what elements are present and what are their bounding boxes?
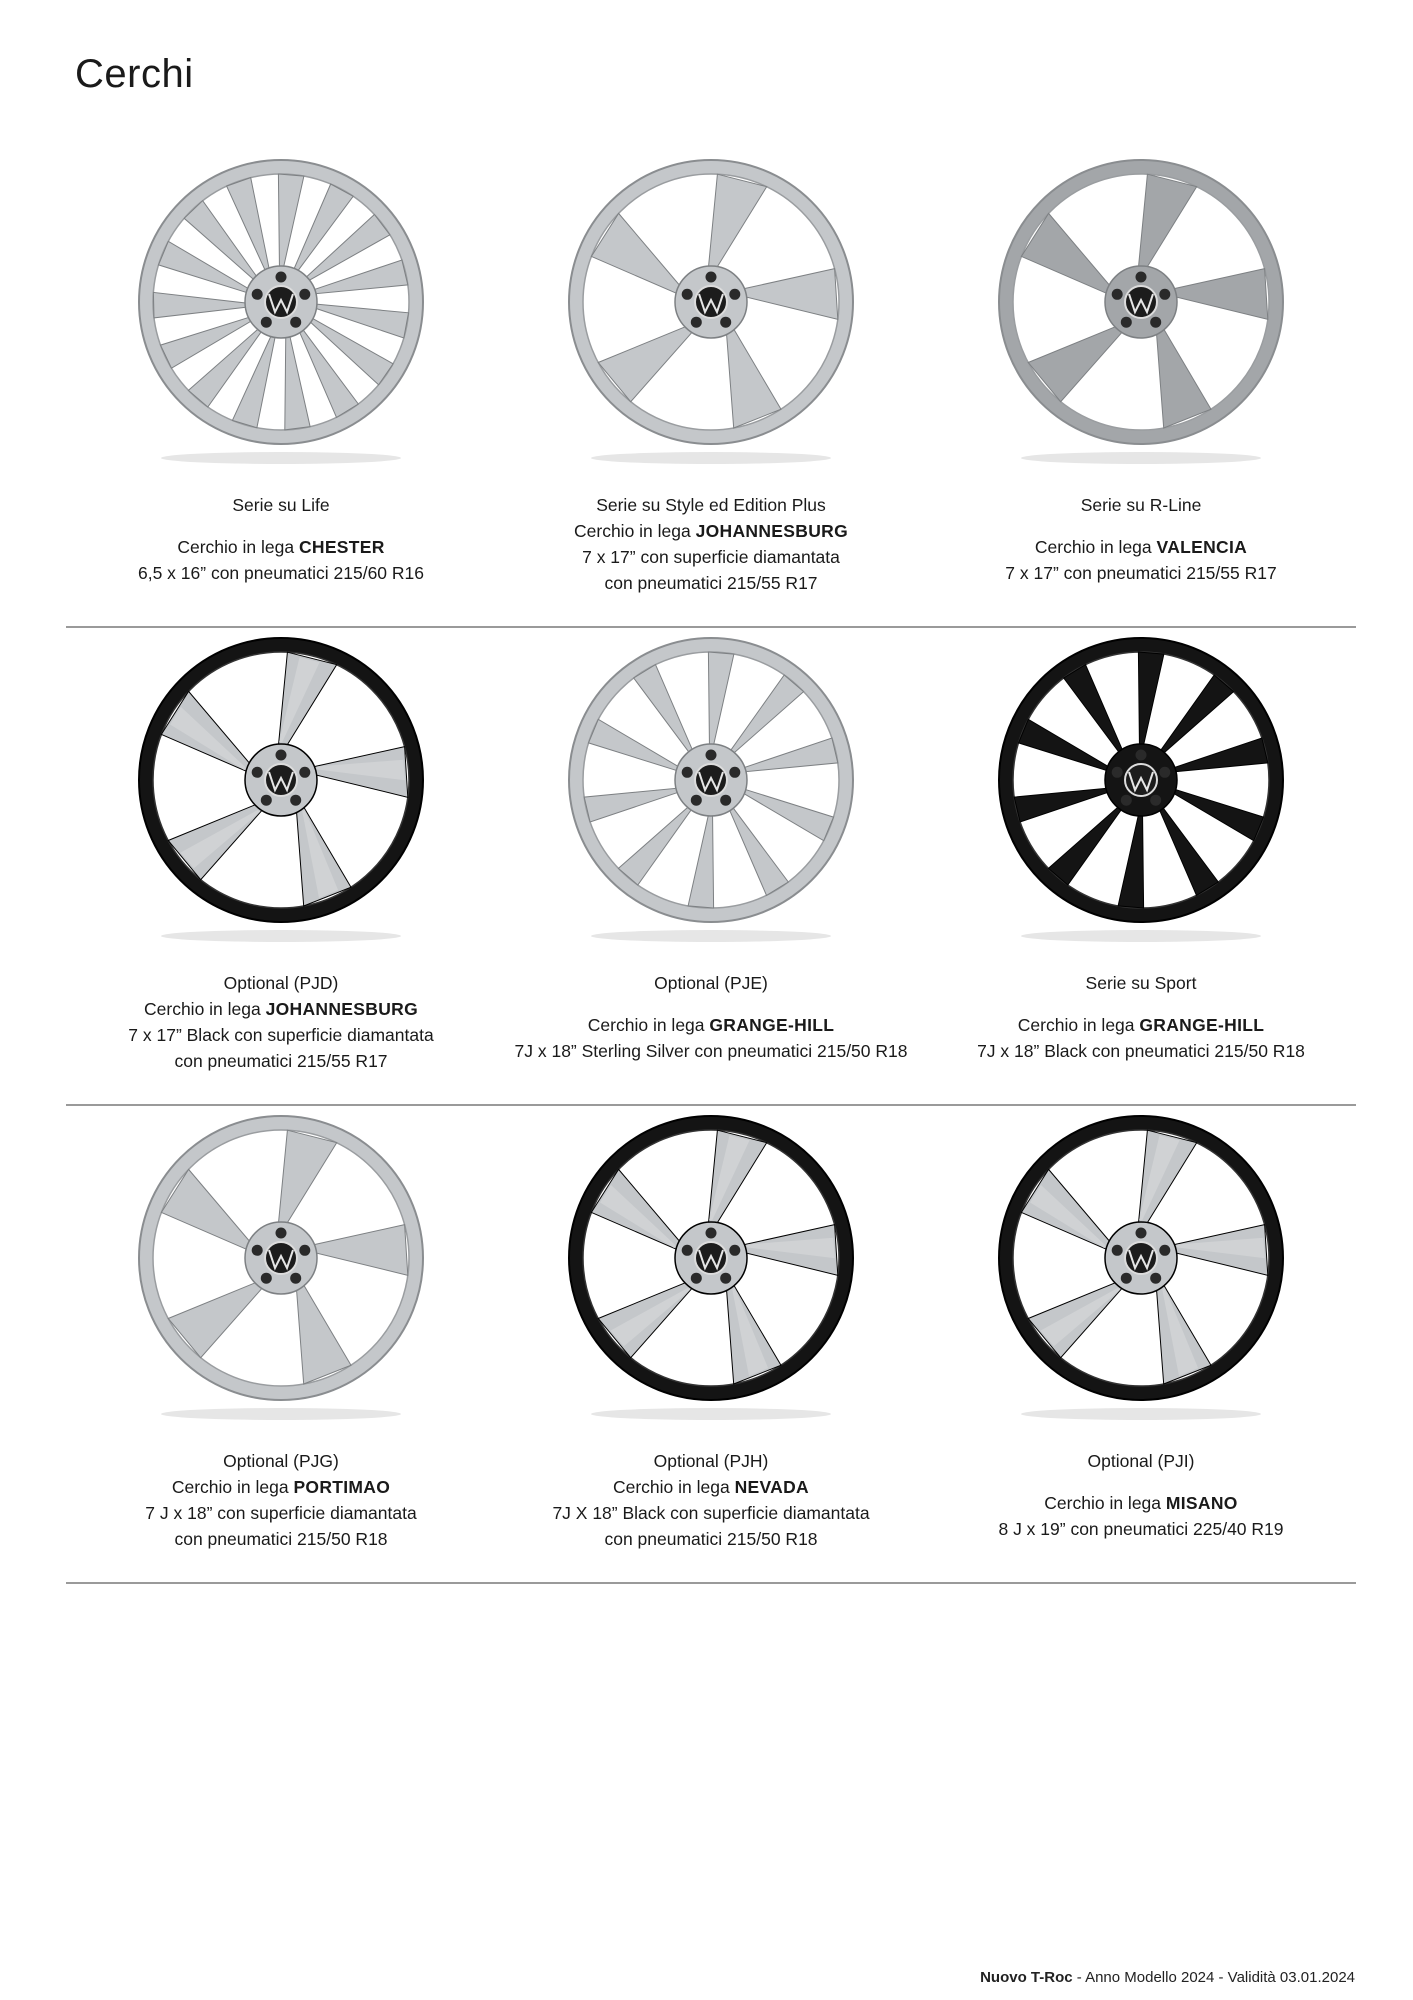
wheel-model-line [926,1490,1356,1516]
wheel-drawing [996,630,1286,950]
wheel-lug-nut [1150,795,1161,806]
wheel-model-line [66,534,496,560]
wheel-lug-nut [691,317,702,328]
wheel-lug-nut [729,1245,740,1256]
wheel-caption [496,970,926,1064]
wheel-shadow [591,930,831,942]
wheel-model-prefix: Cerchio in lega [177,537,299,557]
wheel-lug-nut [706,1228,717,1239]
wheel-lug-nut [299,289,310,300]
wheel-lug-nut [276,1228,287,1239]
wheel-shadow [161,452,401,464]
wheel-card [66,150,496,620]
wheel-lug-nut [706,272,717,283]
footer-validity: - Anno Modello 2024 - Validità 03.01.2024 [1072,1969,1355,1986]
wheel-caption [66,492,496,586]
wheel-model-line [496,1474,926,1500]
wheel-model-prefix: Cerchio in lega [144,999,266,1019]
wheel-spec: 7 x 17” Black con superficie diamantata [128,1025,434,1045]
wheel-drawing [566,630,856,950]
wheel-card [926,150,1356,620]
wheel-caption [66,1448,496,1552]
wheel-drawing [996,1108,1286,1428]
wheel-drawing [136,630,426,950]
wheel-row [66,628,1356,1106]
wheel-image [996,630,1286,950]
wheel-lug-nut [261,1273,272,1284]
wheel-lug-nut [1121,1273,1132,1284]
wheel-image [136,152,426,472]
wheel-lug-nut [682,1245,693,1256]
wheel-spec: con pneumatici 215/55 R17 [604,573,818,593]
wheel-lug-nut [252,1245,263,1256]
wheel-shadow [1021,930,1261,942]
wheel-lug-nut [276,272,287,283]
wheel-lug-nut [1112,767,1123,778]
wheel-model-name: GRANGE-HILL [709,1015,835,1035]
wheel-card [926,1106,1356,1576]
wheel-spec: 8 J x 19” con pneumatici 225/40 R19 [998,1519,1284,1539]
wheel-model-prefix: Cerchio in lega [1034,537,1157,557]
wheel-model-prefix: Cerchio in lega [171,1477,294,1497]
wheel-image [566,630,856,950]
page-footer [980,1969,1355,1986]
wheel-model-name: NEVADA [734,1477,809,1497]
wheel-lug-nut [706,750,717,761]
wheel-model-line [496,518,926,544]
wheel-lug-nut [252,767,263,778]
wheel-lug-nut [1159,1245,1170,1256]
wheel-spec: 7J x 18” Sterling Silver con pneumatici 215/50 R18 [514,1041,908,1061]
wheel-shadow [161,930,401,942]
wheel-caption [926,1448,1356,1542]
wheel-lug-nut [682,767,693,778]
wheel-lug-nut [1121,795,1132,806]
wheel-model-line [926,1012,1356,1038]
wheel-lug-nut [1121,317,1132,328]
wheel-spec: 7J X 18” Black con superficie diamantata [552,1503,870,1523]
wheel-card [66,1106,496,1576]
page-title: Cerchi [75,52,194,96]
wheel-caption [926,492,1356,586]
wheel-lug-nut [276,750,287,761]
wheel-model-name: GRANGE-HILL [1139,1015,1265,1035]
wheel-lug-nut [299,1245,310,1256]
wheel-lug-nut [299,767,310,778]
wheel-model-prefix: Cerchio in lega [1017,1015,1140,1035]
wheel-lug-nut [1136,750,1147,761]
wheel-lug-nut [720,1273,731,1284]
wheel-lug-nut [290,795,301,806]
wheel-lug-nut [290,1273,301,1284]
wheel-lug-nut [691,1273,702,1284]
wheel-caption [926,970,1356,1064]
wheel-model-prefix: Cerchio in lega [612,1477,735,1497]
wheel-shadow [591,452,831,464]
wheel-availability: Optional (PJH) [653,1451,769,1471]
wheel-image [136,630,426,950]
wheel-lug-nut [1136,1228,1147,1239]
wheel-image [996,152,1286,472]
wheel-shadow [1021,1408,1261,1420]
wheel-model-line [66,996,496,1022]
wheel-spec: 7 x 17” con superficie diamantata [582,547,840,567]
wheel-image [136,1108,426,1428]
wheel-model-prefix: Cerchio in lega [1044,1493,1166,1513]
wheel-row [66,1106,1356,1584]
wheel-drawing [136,1108,426,1428]
footer-model: Nuovo T-Roc [980,1969,1073,1986]
wheel-lug-nut [682,289,693,300]
wheel-shadow [161,1408,401,1420]
wheel-spec: 7 x 17” con pneumatici 215/55 R17 [1005,563,1277,583]
wheel-caption [496,492,926,596]
wheel-model-name: MISANO [1165,1493,1238,1513]
wheel-lug-nut [1159,767,1170,778]
wheel-spec: 7J x 18” Black con pneumatici 215/50 R18 [977,1041,1305,1061]
wheel-spec: con pneumatici 215/50 R18 [604,1529,818,1549]
wheel-model-name: JOHANNESBURG [265,999,418,1019]
wheel-lug-nut [252,289,263,300]
wheel-model-prefix: Cerchio in lega [574,521,696,541]
wheel-lug-nut [1112,289,1123,300]
wheel-lug-nut [1150,1273,1161,1284]
wheel-shadow [1021,452,1261,464]
wheel-availability: Serie su R-Line [1080,495,1202,515]
wheel-image [566,1108,856,1428]
wheel-spec: con pneumatici 215/50 R18 [174,1529,388,1549]
wheel-drawing [996,152,1286,472]
wheel-caption [66,970,496,1074]
wheel-model-name: VALENCIA [1156,537,1248,557]
wheel-row [66,150,1356,628]
wheel-caption [496,1448,926,1552]
wheel-availability: Optional (PJD) [223,973,339,993]
wheel-lug-nut [261,795,272,806]
wheel-spec: con pneumatici 215/55 R17 [174,1051,388,1071]
wheel-grid [66,150,1356,1584]
wheel-lug-nut [720,795,731,806]
wheel-model-name: CHESTER [298,537,385,557]
wheel-availability: Serie su Sport [1085,973,1197,993]
wheel-availability: Serie su Style ed Edition Plus [596,495,826,515]
wheel-availability: Serie su Life [232,495,330,515]
wheel-lug-nut [261,317,272,328]
wheel-lug-nut [729,289,740,300]
wheel-card [496,150,926,620]
wheel-model-line [926,534,1356,560]
wheel-spec: 6,5 x 16” con pneumatici 215/60 R16 [137,563,424,583]
wheel-image [566,152,856,472]
wheel-shadow [591,1408,831,1420]
wheel-card [66,628,496,1098]
wheel-spec: 7 J x 18” con superficie diamantata [145,1503,417,1523]
wheel-lug-nut [720,317,731,328]
wheel-lug-nut [1136,272,1147,283]
wheel-model-line [66,1474,496,1500]
wheel-availability: Optional (PJE) [654,973,768,993]
wheel-model-name: PORTIMAO [293,1477,391,1497]
wheel-model-prefix: Cerchio in lega [587,1015,710,1035]
wheel-model-line [496,1012,926,1038]
wheel-availability: Optional (PJI) [1087,1451,1195,1471]
wheel-lug-nut [290,317,301,328]
wheel-lug-nut [1150,317,1161,328]
wheel-lug-nut [1112,1245,1123,1256]
wheel-card [926,628,1356,1098]
wheel-drawing [566,1108,856,1428]
wheel-model-name: JOHANNESBURG [695,521,848,541]
wheel-drawing [566,152,856,472]
wheel-lug-nut [691,795,702,806]
wheel-image [996,1108,1286,1428]
wheel-card [496,1106,926,1576]
wheel-availability: Optional (PJG) [223,1451,339,1471]
wheel-lug-nut [1159,289,1170,300]
wheel-card [496,628,926,1098]
wheel-drawing [136,152,426,472]
wheel-lug-nut [729,767,740,778]
